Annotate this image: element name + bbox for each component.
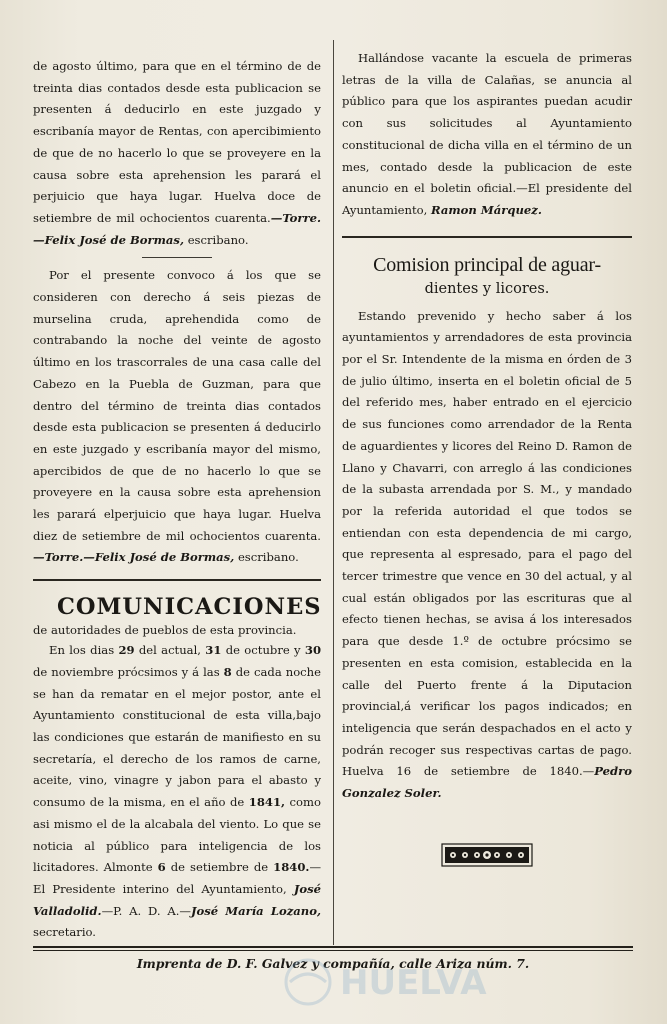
section-separator-right	[342, 236, 632, 238]
short-separator	[142, 257, 212, 258]
ornament-icon	[441, 843, 533, 867]
notice-aguardientes: Estando prevenido y hecho saber á los ayuntamientos y arrendadores de esta provincia por el Sr. Intendente de la misma en órden de 3 de julio último, inserta en el boletin oficial de 5 del referido mes, haber entrado en el ejercicio de sus funciones como arrendador de la Renta de aguardientes y licores del Reino D. Ramon de Llano y Chavarri, con arreglo á las condiciones de la subasta arrendada por S. M., y mandado por la referida autoridad el que todos se entiendan con esta dependencia de mi cargo, que representa al espresado, para el pago del tercer trimestre que vence en 30 del actual, y al cual están obligados por las escrituras que al efecto tienen hechas, se avisa á los interesados para que desde 1.º de octubre prócsimo se presenten en esta comision, establecida en la calle del Puerto frente á la Diputacion provincial,á verificar los pagos indicados; en inteligencia que serán despachados en el acto y podrán recoger sus respectivas cartas de pago. Huelva 16 de setiembre de 1840.—Pedro Gonzalez Soler.	[342, 308, 632, 801]
right-column	[342, 48, 632, 867]
section-separator	[33, 579, 321, 581]
section-title-comision-cont: dientes y licores.	[424, 280, 550, 297]
imprint-footer: Imprenta de D. F. Galvez y compañía, calle Ariza núm. 7.	[136, 956, 530, 971]
watermark-text: HUELVA	[340, 963, 487, 1003]
section-title-comunicaciones: COMUNICACIONES	[57, 594, 322, 621]
notice-almonte: En los dias 29 del actual, 31 de octubre y 30 de noviembre prócsimos y á las 8 de cada noche se han da rematar en el mejor postor, ante el Ayuntamiento constitucional de esta villa,bajo las condiciones que estarán de manifiesto en su secretaría, el derecho de los ramos de carne, aceite, vino, vinagre y jabon para el abasto y consumo de la misma, en el año de 1841, como asi mismo el de la alcabala del viento. Lo que se noticia al público para inteligencia de los licitadores. Almonte 6 de setiembre de 1840.—El Presidente interino del Ayuntamiento, José Valladolid.—P. A. D. A.—José María Lozano, secretario.	[33, 643, 322, 940]
section-title-comision: Comision principal de aguar-	[373, 253, 601, 276]
notice-bormas-2: Por el presente convoco á los que se consideren con derecho á seis piezas de murselina cruda, aprehendida como de contrabando la noche del veinte de agosto último en los trascorrales de una casa calle del Cabezo en la Puebla de Guzman, para que dentro del término de treinta dias contados desde esta publicacion se presenten á deducirlo en este juzgado y escribanía mayor del mismo, apercibidos de que de no hacerlo lo que se proveyere en la causa sobre esta aprehension les parará elperjuicio que haya lugar. Huelva diez de setiembre de mil ochocientos cuarenta.—Torre.—Felix José de Bormas, escribano.	[33, 268, 321, 565]
left-column	[33, 56, 321, 944]
column-divider	[333, 40, 334, 945]
notice-bormas-1: de agosto último, para que en el término de de treinta dias contados desde esta publicacion se presenten á deducirlo en este juzgado y escribanía mayor de Rentas, con apercibimiento de que de no hacerlo lo que se proveyere en la causa sobre esta aprehension les parará el perjuicio que haya lugar. Huelva doce de setiembre de mil ochocientos cuarenta.—Torre.—Felix José de Bormas, escribano.	[33, 59, 321, 247]
section-subtitle: de autoridades de pueblos de esta provincia.	[33, 623, 297, 638]
huelva-watermark-icon	[268, 948, 488, 1010]
notice-calanas: Hallándose vacante la escuela de primeras letras de la villa de Calañas, se anuncia al público para que los aspirantes puedan acudir con sus solicitudes al Ayuntamiento constitucional de dicha villa en el término de un mes, contado desde la publicacion de este anuncio en el boletin oficial.—El presidente del Ayuntamiento, Ramon Márquez.	[342, 51, 632, 217]
